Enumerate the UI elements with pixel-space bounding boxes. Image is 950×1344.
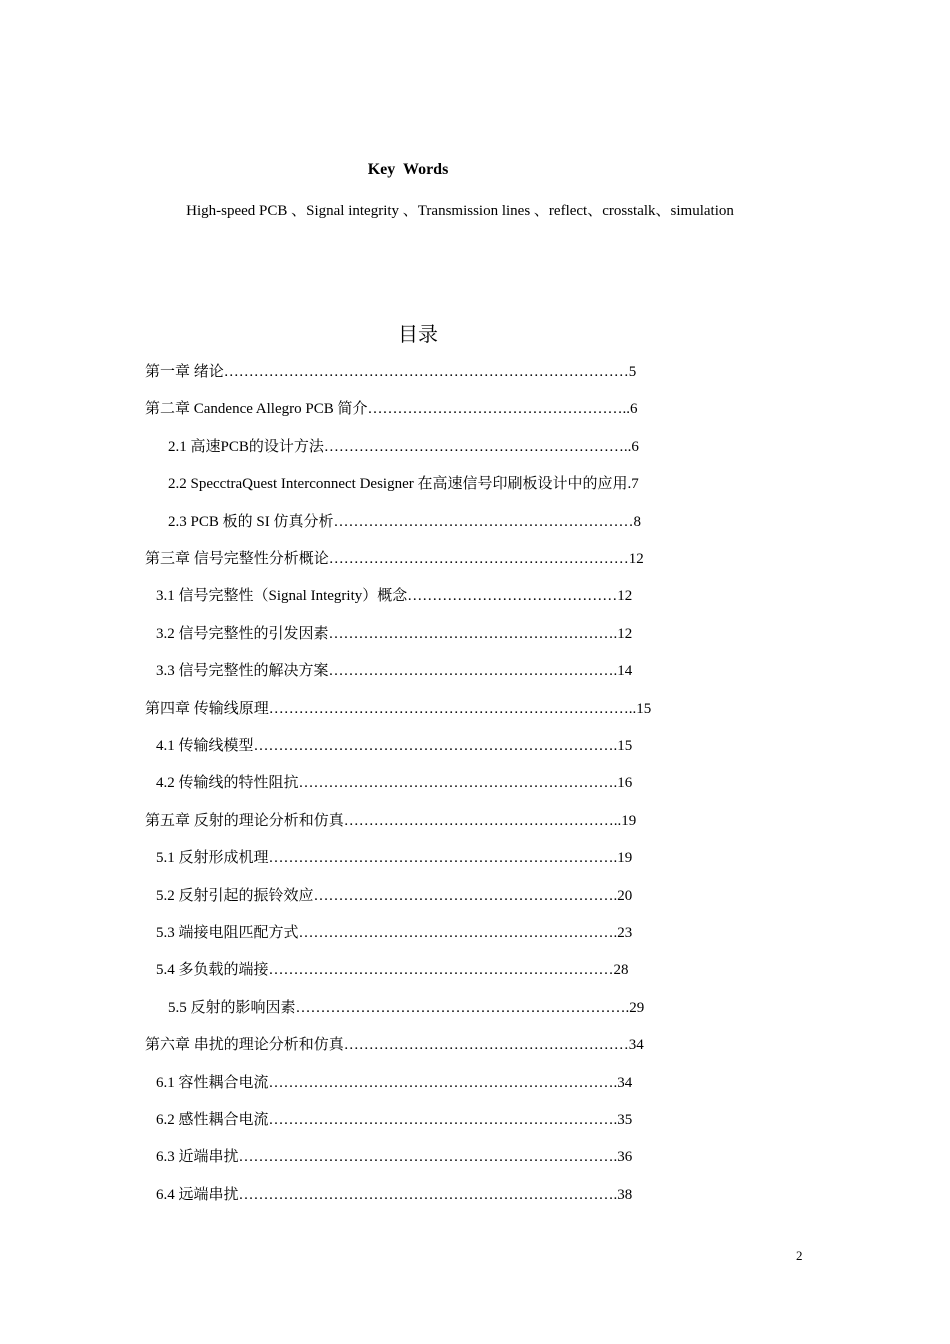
toc-entry[interactable]: 5.5 反射的影响因素………………………………………………………….29 (168, 999, 645, 1016)
toc-entry[interactable]: 3.2 信号完整性的引发因素………………………………………………….12 (156, 625, 633, 642)
toc-title: 目录 (398, 324, 438, 346)
toc-entry[interactable]: 4.2 传输线的特性阻抗……………………………………………………….16 (156, 775, 633, 792)
toc-entry[interactable]: 5.2 反射引起的振铃效应…………………………………………………….20 (156, 887, 633, 904)
toc-entry[interactable]: 第五章 反射的理论分析和仿真………………………………………………..19 (145, 812, 637, 829)
toc-entry[interactable]: 6.2 感性耦合电流…………………………………………………………….35 (156, 1112, 633, 1128)
toc-entry[interactable]: 2.3 PCB 板的 SI 仿真分析……………………………………………………8 (168, 513, 641, 530)
toc-entry[interactable]: 2.2 SpecctraQuest Interconnect Designer 在高速信号印刷板设计中的应用.7 (168, 476, 639, 493)
toc-entry[interactable]: 6.4 远端串扰………………………………………………………………….38 (156, 1186, 633, 1203)
toc-entry[interactable]: 4.1 传输线模型……………………………………………………………….15 (156, 738, 633, 754)
keywords-heading: Key Words (367, 161, 449, 178)
toc-entry[interactable]: 第四章 传输线原理………………………………………………………………..15 (145, 700, 652, 717)
toc-entry[interactable]: 5.1 反射形成机理…………………………………………………………….19 (156, 850, 633, 867)
toc-entry[interactable]: 3.3 信号完整性的解决方案………………………………………………….14 (156, 663, 633, 680)
toc-entry[interactable]: 2.1 高速PCB的设计方法……………………………………………………..6 (168, 438, 639, 455)
toc-entry[interactable]: 第一章 绪论………………………………………………………………………5 (145, 364, 637, 380)
page-number: 2 (796, 1248, 803, 1263)
toc-entry[interactable]: 6.3 近端串扰………………………………………………………………….36 (156, 1149, 633, 1166)
toc-entry[interactable]: 第二章 Candence Allegro PCB 简介……………………………………………..6 (145, 401, 638, 418)
toc-entry[interactable]: 6.1 容性耦合电流…………………………………………………………….34 (156, 1074, 633, 1091)
toc-entry[interactable]: 第六章 串扰的理论分析和仿真…………………………………………………34 (145, 1037, 644, 1054)
toc-entry[interactable]: 3.1 信号完整性（Signal Integrity）概念……………………………………12 (156, 588, 633, 605)
toc-entry[interactable]: 5.3 端接电阻匹配方式……………………………………………………….23 (156, 925, 633, 941)
keywords-text: High-speed PCB 、Signal integrity 、Transmission lines 、reflect、crosstalk、simulation (186, 203, 734, 219)
toc-entry[interactable]: 第三章 信号完整性分析概论……………………………………………………12 (145, 551, 644, 567)
toc-entry[interactable]: 5.4 多负载的端接……………………………………………………………28 (156, 962, 629, 979)
